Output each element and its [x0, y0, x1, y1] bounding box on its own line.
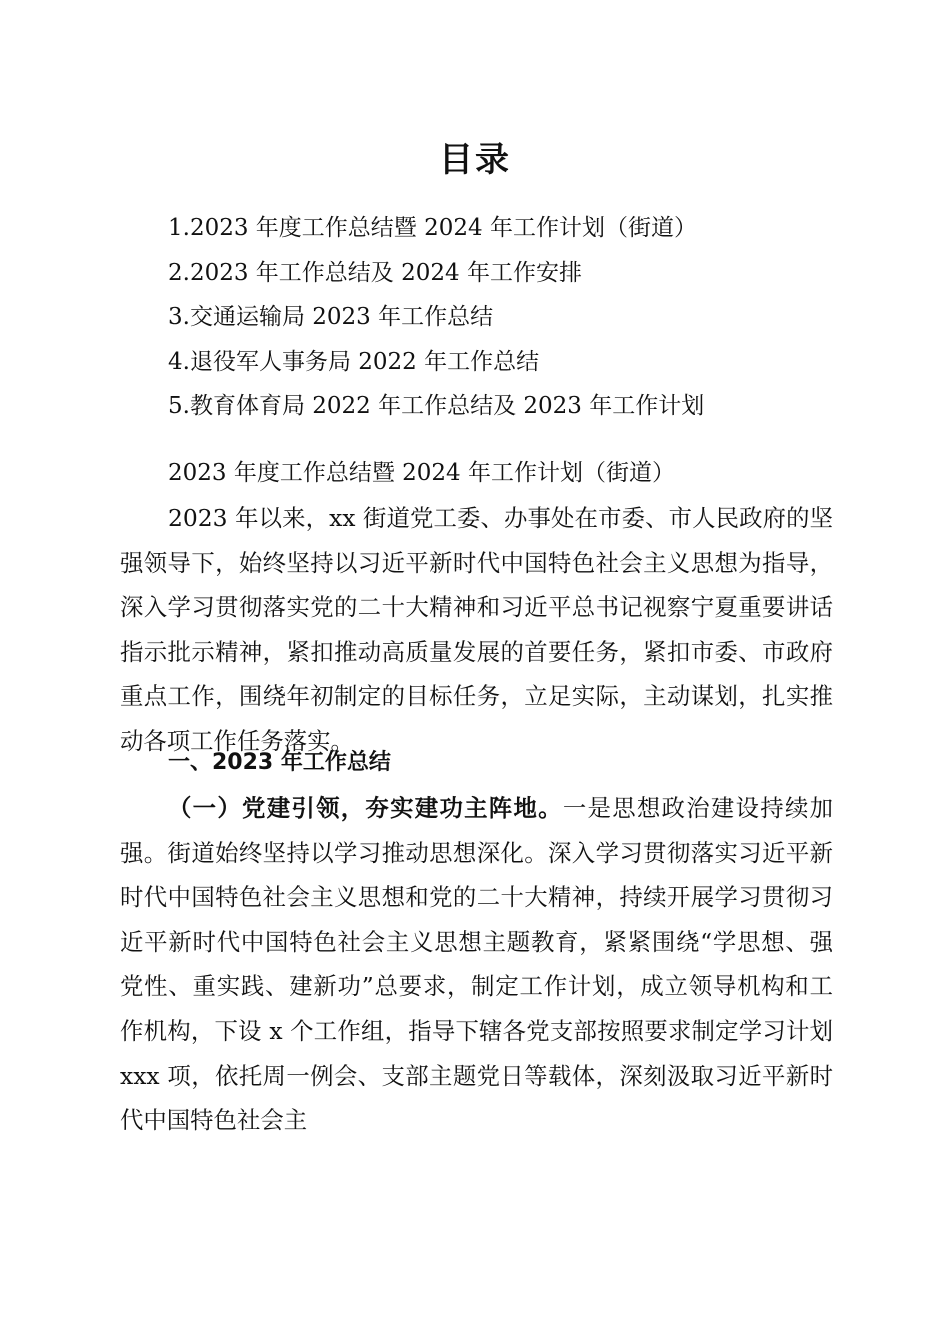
toc-item: 5.教育体育局 2022 年工作总结及 2023 年工作计划: [168, 393, 705, 420]
section-heading: 一、2023 年工作总结: [168, 750, 391, 775]
toc-item: 2.2023 年工作总结及 2024 年工作安排: [168, 259, 582, 286]
subsection-heading: （一）党建引领，夯实建功主阵地。: [168, 794, 563, 822]
section-paragraph: [120, 786, 833, 1143]
table-of-contents: [168, 206, 704, 429]
page-title: 目录: [439, 140, 511, 180]
toc-item: 3.交通运输局 2023 年工作总结: [168, 304, 494, 331]
document-title: 2023 年度工作总结暨 2024 年工作计划（街道）: [168, 460, 675, 486]
intro-paragraph: 2023 年以来，xx 街道党工委、办事处在市委、市人民政府的坚强领导下，始终坚持以习近平新时代中国特色社会主义思想为指导，深入学习贯彻落实党的二十大精神和习近平总书记视察宁夏重要讲话指示批示精神，紧扣推动高质量发展的首要任务，紧扣市委、市政府重点工作，围绕年初制定的目标任务，立足实际，主动谋划，扎实推动各项工作任务落实。: [120, 504, 833, 755]
section-text: 一是思想政治建设持续加强。街道始终坚持以学习推动思想深化。深入学习贯彻落实习近平新时代中国特色社会主义思想和党的二十大精神，持续开展学习贯彻习近平新时代中国特色社会主义思想主题教育，紧紧围绕“学思想、强党性、重实践、建新功”总要求，制定工作计划，成立领导机构和工作机构，下设 x 个工作组，指导下辖各党支部按照要求制定学习计划 xxx 项，依托周一例会、支部主题党日等载体，深刻汲取习近平新时代中国特色社会主: [120, 794, 834, 1135]
toc-item: 1.2023 年度工作总结暨 2024 年工作计划（街道）: [168, 215, 697, 241]
toc-item: 4.退役军人事务局 2022 年工作总结: [168, 348, 540, 375]
